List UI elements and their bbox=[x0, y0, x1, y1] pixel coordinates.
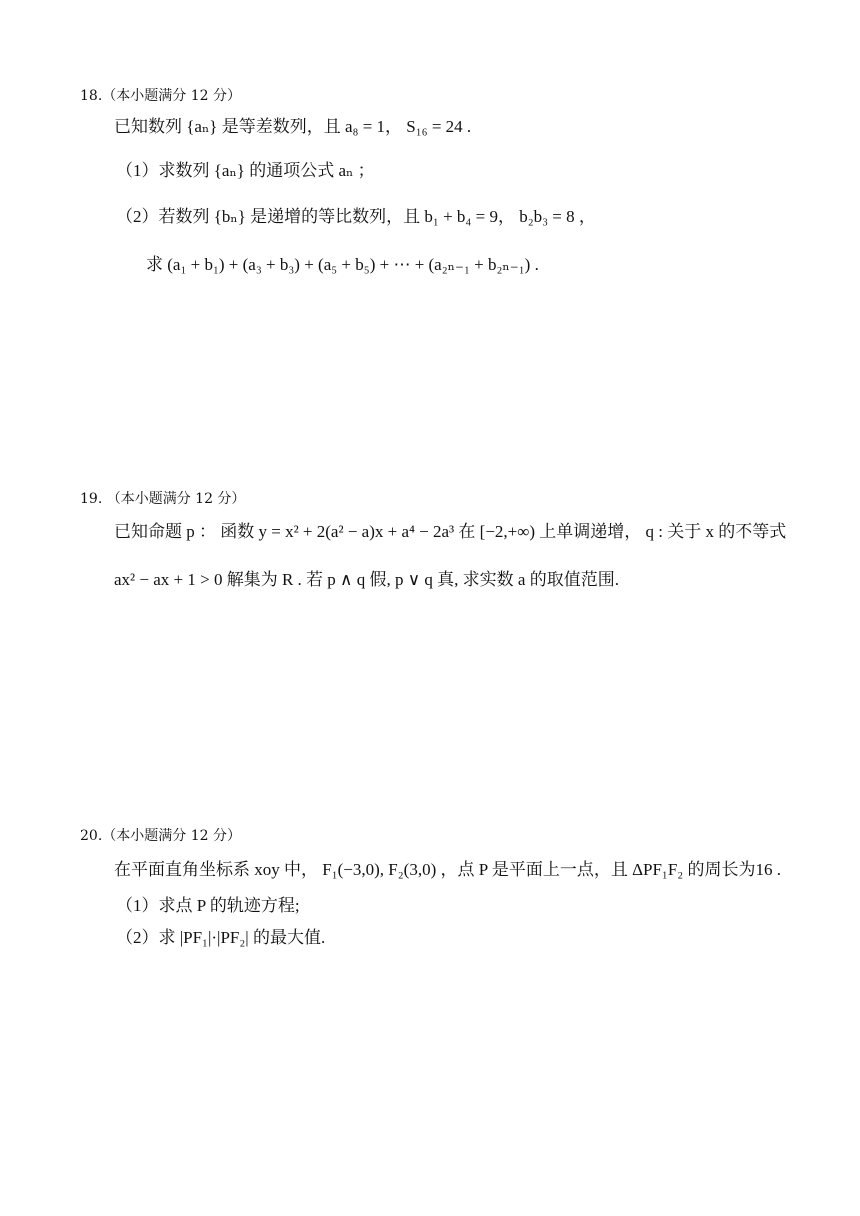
q18-header: 18.（本小题满分 12 分） bbox=[80, 88, 241, 104]
q18-part1: （1）求数列 {aₙ} 的通项公式 aₙ ； bbox=[116, 161, 375, 180]
q18-part2-expression: 求 (a₁ + b₁) + (a₃ + b₃) + (a₅ + b₅) + ⋯ + (a₂ₙ₋₁ + b₂ₙ₋₁) . bbox=[146, 255, 539, 274]
q20-part1: （1）求点 P 的轨迹方程; bbox=[116, 896, 300, 915]
q20-part2: （2）求 |PF₁|·|PF₂| 的最大值. bbox=[116, 928, 326, 947]
q20-stem: 在平面直角坐标系 xoy 中， F₁(−3,0), F₂(3,0) ，点 P 是平面上一点，且 ΔPF₁F₂ 的周长为16 . bbox=[114, 860, 781, 879]
q20-header: 20.（本小题满分 12 分） bbox=[80, 828, 241, 844]
q18-stem: 已知数列 {aₙ} 是等差数列，且 a₈ = 1， S₁₆ = 24 . bbox=[114, 117, 472, 136]
q19-header: 19. （本小题满分 12 分） bbox=[80, 491, 246, 507]
q19-line1: 已知命题 p ： 函数 y = x² + 2(a² − a)x + a⁴ − 2a³ 在 [−2,+∞) 上单调递增， q : 关于 x 的不等式 bbox=[114, 522, 787, 541]
q19-line2: ax² − ax + 1 > 0 解集为 R . 若 p ∧ q 假, p ∨ q 真, 求实数 a 的取值范围. bbox=[114, 570, 619, 589]
q18-part2: （2）若数列 {bₙ} 是递增的等比数列，且 b₁ + b₄ = 9， b₂b₃ = 8 ， bbox=[116, 207, 596, 226]
